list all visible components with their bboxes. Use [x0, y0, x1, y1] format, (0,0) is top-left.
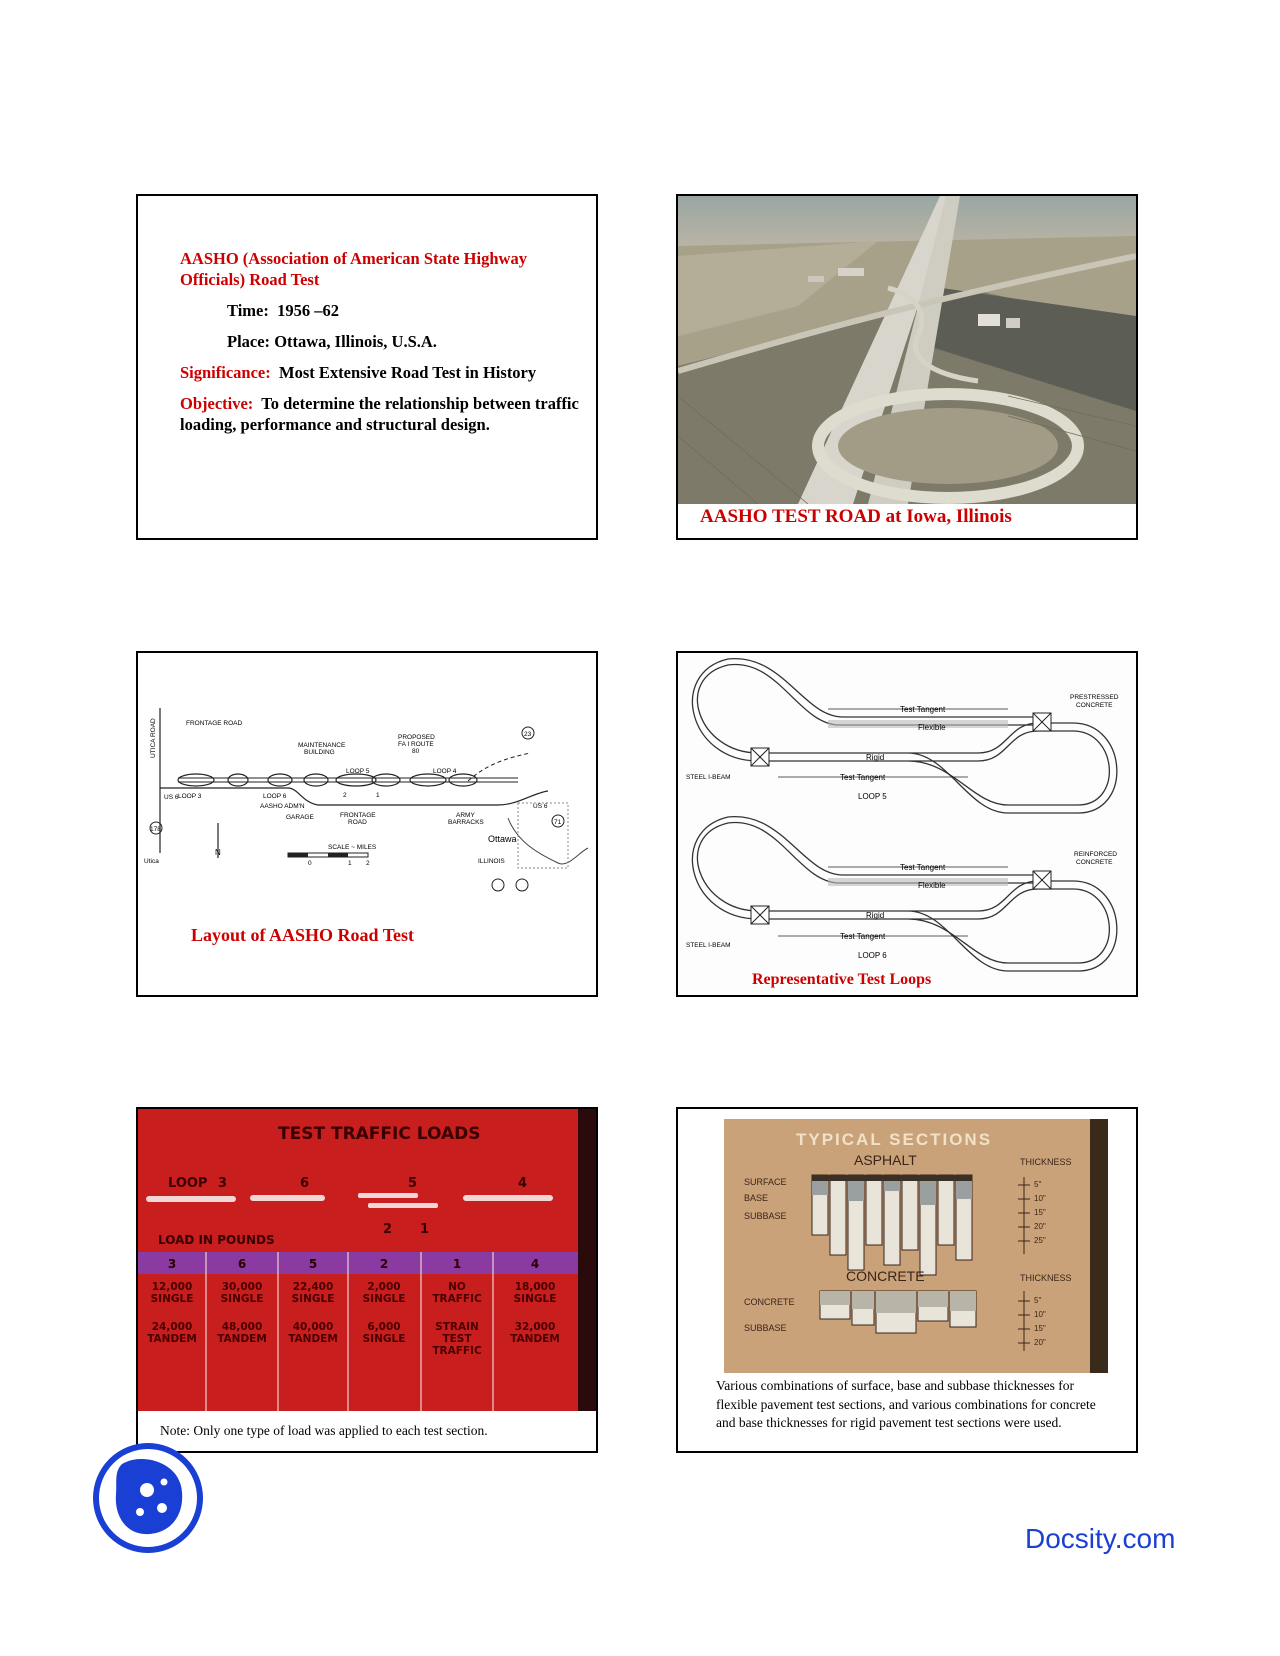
- map-label-loop5: LOOP 5: [346, 768, 370, 775]
- map-label-building: BUILDING: [304, 749, 335, 756]
- flexible-label-b: Flexible: [918, 881, 946, 890]
- subbase-label-2: SUBBASE: [744, 1323, 787, 1333]
- loop-number-4: 4: [518, 1176, 528, 1191]
- map-label-178: 178: [150, 826, 161, 833]
- concrete-tick-15: 15": [1034, 1324, 1046, 1333]
- objective-value: To determine the relationship between traffic loading, performance and structural design.: [180, 394, 579, 434]
- loads-table: [138, 1275, 578, 1411]
- map-label-illinois: ILLINOIS: [478, 858, 505, 865]
- sections-title: TYPICAL SECTIONS: [796, 1130, 993, 1149]
- map-label-loop6: LOOP 6: [263, 793, 287, 800]
- map-label-aasho-admn: AASHO ADM'N: [260, 803, 305, 810]
- thickness-label-a: THICKNESS: [1020, 1157, 1072, 1167]
- col-2: 2: [379, 1257, 389, 1271]
- map-caption: Layout of AASHO Road Test: [191, 925, 415, 945]
- map-label-maintenance: MAINTENANCE: [298, 742, 346, 749]
- steel-ibeam-label-a: STEEL I-BEAM: [686, 774, 731, 781]
- row1-col2: 2,000 SINGLE: [362, 1281, 406, 1305]
- row1-col3: 12,000 SINGLE: [150, 1281, 194, 1305]
- slide-aasho-overview: [136, 194, 598, 540]
- flexible-label-a: Flexible: [918, 723, 946, 732]
- row2-col6: 48,000 TANDEM: [217, 1321, 267, 1345]
- row2-col5: 40,000 TANDEM: [288, 1321, 338, 1345]
- col-3: 3: [167, 1257, 177, 1271]
- rigid-label-b: Rigid: [866, 911, 885, 920]
- col-6: 6: [237, 1257, 247, 1271]
- objective-label: Objective:: [180, 394, 254, 413]
- slide-test-loops: [676, 651, 1138, 997]
- map-label-1: 1: [376, 792, 380, 799]
- map-label-71: 71: [554, 819, 562, 826]
- slide-typical-sections: [676, 1107, 1138, 1453]
- significance-label: Significance:: [180, 363, 271, 382]
- col-1: 1: [452, 1257, 462, 1271]
- loop6-label: LOOP 6: [858, 951, 887, 960]
- row2-col3: 24,000 TANDEM: [147, 1321, 197, 1345]
- map-label-army: ARMY: [456, 812, 475, 819]
- concrete-label-b: CONCRETE: [1076, 859, 1113, 866]
- concrete-label: CONCRETE: [846, 1268, 925, 1284]
- docsity-brand[interactable]: Docsity.com: [1025, 1523, 1176, 1554]
- map-label-ottawa: Ottawa: [488, 834, 517, 844]
- time-value: 1956 –62: [277, 301, 339, 320]
- concrete-tick-10: 10": [1034, 1310, 1046, 1319]
- slide-text: [180, 248, 580, 445]
- map-label-fai-route: FA I ROUTE: [398, 741, 434, 748]
- map-scale-2: 2: [366, 860, 370, 867]
- significance-value: Most Extensive Road Test in History: [279, 363, 537, 382]
- map-label-23a: 23: [524, 731, 532, 738]
- concrete-label-a: CONCRETE: [1076, 702, 1113, 709]
- thickness-label-b: THICKNESS: [1020, 1273, 1072, 1283]
- loop-number-3: 3: [218, 1176, 228, 1191]
- test-loops-diagram: [678, 653, 1136, 995]
- place-line: [180, 331, 580, 352]
- docsity-logo: [92, 1442, 204, 1554]
- loop-number-5: 5: [408, 1176, 418, 1191]
- time-label: Time:: [227, 301, 269, 320]
- concrete-tick-20: 20": [1034, 1338, 1046, 1347]
- slide-heading: AASHO (Association of American State Highway Officials) Road Test: [180, 249, 527, 289]
- col-5: 5: [308, 1257, 318, 1271]
- slide-test-traffic-loads: [136, 1107, 598, 1453]
- map-label-road: ROAD: [348, 819, 367, 826]
- asphalt-tick-20: 20": [1034, 1222, 1046, 1231]
- map-label-garage: GARAGE: [286, 814, 314, 821]
- significance-line: [180, 362, 580, 383]
- test-tangent-label-a: Test Tangent: [900, 705, 946, 714]
- map-label-utica-road: UTICA ROAD: [150, 718, 157, 758]
- row1-col6: 30,000 SINGLE: [220, 1281, 264, 1305]
- map-label-route-80: 80: [412, 748, 420, 755]
- map-label-proposed: PROPOSED: [398, 734, 435, 741]
- map-label-us6: US 6: [164, 794, 179, 801]
- time-line: [180, 300, 580, 321]
- sub-number-2: 2: [383, 1222, 393, 1237]
- test-tangent-label-c: Test Tangent: [900, 863, 946, 872]
- loads-note: Note: Only one type of load was applied to each test section.: [160, 1423, 488, 1438]
- test-tangent-label-b: Test Tangent: [840, 773, 886, 782]
- photo-caption: AASHO TEST ROAD at Iowa, Illinois: [700, 506, 1012, 527]
- map-label-frontage-road: FRONTAGE ROAD: [186, 720, 243, 727]
- map-label-utica: Utica: [144, 858, 159, 865]
- loops-caption: Representative Test Loops: [752, 971, 932, 988]
- sub-number-1: 1: [420, 1222, 430, 1237]
- row1-col1: NO TRAFFIC: [432, 1281, 482, 1305]
- reinforced-label: REINFORCED: [1074, 851, 1117, 858]
- concrete-tick-5: 5": [1034, 1296, 1042, 1305]
- row1-col5: 22,400 SINGLE: [291, 1281, 335, 1305]
- map-label-us6b: US 6: [533, 803, 548, 810]
- row2-col4: 32,000 TANDEM: [510, 1321, 560, 1345]
- asphalt-tick-10: 10": [1034, 1194, 1046, 1203]
- asphalt-tick-25: 25": [1034, 1236, 1046, 1245]
- loop-label: LOOP: [168, 1176, 208, 1191]
- map-label-loop3: LOOP 3: [178, 793, 202, 800]
- sections-note: Various combinations of surface, base and subbase thicknesses for flexible pavement test sections, and various combinations for concrete and base thicknesses for rigid pavement test sections were used.: [716, 1378, 1096, 1430]
- map-label-loop4: LOOP 4: [433, 768, 457, 775]
- asphalt-label: ASPHALT: [854, 1152, 917, 1168]
- map-label-barracks: BARRACKS: [448, 819, 484, 826]
- loop-number-6: 6: [300, 1176, 310, 1191]
- map-scale-0: 0: [308, 860, 312, 867]
- loop5-label: LOOP 5: [858, 792, 887, 801]
- typical-sections-figure: [724, 1119, 1108, 1373]
- loads-title: TEST TRAFFIC LOADS: [278, 1124, 481, 1144]
- slide-layout-map: [136, 651, 598, 997]
- row1-col4: 18,000 SINGLE: [513, 1281, 557, 1305]
- col-4: 4: [530, 1257, 540, 1271]
- asphalt-tick-15: 15": [1034, 1208, 1046, 1217]
- slide-test-road-photo: [676, 194, 1138, 540]
- test-tangent-label-d: Test Tangent: [840, 932, 886, 941]
- prestressed-label: PRESTRESSED: [1070, 694, 1119, 701]
- place-value: Ottawa, Illinois, U.S.A.: [274, 332, 437, 351]
- north-arrow-label: N: [215, 848, 221, 857]
- surface-label: SURFACE: [744, 1177, 787, 1187]
- objective-line: [180, 393, 580, 435]
- concrete-layer-label: CONCRETE: [744, 1297, 795, 1307]
- row2-col1: STRAIN TEST TRAFFIC: [432, 1321, 482, 1357]
- map-scale-label: SCALE ~ MILES: [328, 844, 377, 851]
- map-label-frontage: FRONTAGE: [340, 812, 376, 819]
- base-label: BASE: [744, 1193, 769, 1203]
- rigid-label-a: Rigid: [866, 753, 885, 762]
- place-label: Place:: [227, 332, 271, 351]
- steel-ibeam-label-b: STEEL I-BEAM: [686, 942, 731, 949]
- row2-col2: 6,000 SINGLE: [362, 1321, 406, 1345]
- asphalt-tick-5: 5": [1034, 1180, 1042, 1189]
- map-label-2: 2: [343, 792, 347, 799]
- aerial-photo: [678, 196, 1136, 504]
- subbase-label: SUBBASE: [744, 1211, 787, 1221]
- map-scale-1: 1: [348, 860, 352, 867]
- load-label: LOAD IN POUNDS: [158, 1233, 275, 1247]
- road-test-map: [138, 653, 596, 913]
